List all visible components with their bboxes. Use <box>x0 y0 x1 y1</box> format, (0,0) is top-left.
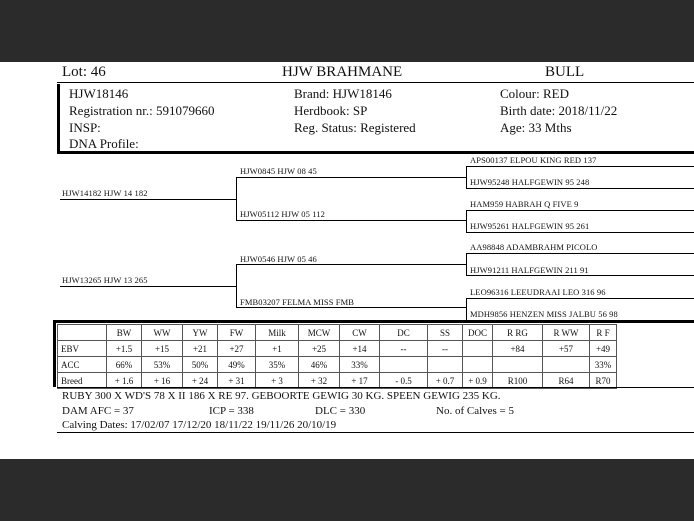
calving-dates: Calving Dates: 17/02/07 17/12/20 18/11/22 19/11/26 20/10/19 <box>62 419 337 431</box>
table-cell: R70 <box>590 373 617 389</box>
table-cell: + 31 <box>218 373 256 389</box>
table-cell: +84 <box>493 341 543 357</box>
sds-line <box>466 210 694 211</box>
table-cell: -- <box>428 341 463 357</box>
dam-line <box>60 286 236 287</box>
performance-top-border <box>53 320 694 323</box>
table-cell <box>428 357 463 373</box>
table-cell: + 32 <box>299 373 340 389</box>
pedigree-dam-sire: HJW0546 HJW 05 46 <box>240 254 317 264</box>
table-cell: R100 <box>493 373 543 389</box>
dd-bracket <box>466 298 467 320</box>
table-cell: EBV <box>58 341 107 357</box>
dsd-line <box>466 275 694 276</box>
pedigree-dam-dam: FMB03207 FELMA MISS FMB <box>240 297 355 307</box>
table-cell: + 24 <box>183 373 218 389</box>
table-cell: Breed <box>58 373 107 389</box>
table-cell: 33% <box>340 357 380 373</box>
registration-status: Reg. Status: Registered <box>294 120 416 135</box>
pedigree-dds: LEO96316 LEEUDRAAI LEO 316 96 <box>470 287 606 297</box>
table-cell: -- <box>380 341 428 357</box>
table-header: R F <box>590 325 617 341</box>
table-cell: + 0.7 <box>428 373 463 389</box>
table-header: Milk <box>256 325 299 341</box>
table-cell: + 1.6 <box>107 373 142 389</box>
pedigree-ddd: MDH9856 HENZEN MISS JALBU 56 98 <box>470 309 618 319</box>
pedigree-dam: HJW13265 HJW 13 265 <box>62 275 148 285</box>
pedigree-sheet <box>0 62 694 459</box>
animal-id: HJW18146 <box>69 86 129 101</box>
registration-number: Registration nr.: 591079660 <box>69 103 215 118</box>
dam-afc: DAM AFC = 37 <box>62 405 134 417</box>
colour: Colour: RED <box>500 86 569 101</box>
table-cell: +1 <box>256 341 299 357</box>
brand: Brand: HJW18146 <box>294 86 392 101</box>
table-header-row <box>58 325 617 341</box>
dd-line <box>236 307 466 308</box>
info-box-bottom-border <box>57 151 694 154</box>
age: Age: 33 Mths <box>500 120 572 135</box>
icp: ICP = 338 <box>209 405 254 417</box>
ds-line <box>236 264 466 265</box>
pedigree-sire-sire: HJW0845 HJW 08 45 <box>240 166 317 176</box>
insp-field: INSP: <box>69 120 101 135</box>
birth-date: Birth date: 2018/11/22 <box>500 103 618 118</box>
comments: RUBY 300 X WD'S 78 X II 186 X RE 97. GEBOORTE GEWIG 30 KG. SPEEN GEWIG 235 KG. <box>62 390 501 402</box>
pedigree-sire-dam: HJW05112 HJW 05 112 <box>240 209 325 219</box>
animal-sex: BULL <box>545 64 585 80</box>
info-box-left-border <box>57 84 60 154</box>
table-cell: ACC <box>58 357 107 373</box>
dna-profile: DNA Profile: <box>69 136 139 151</box>
table-cell: + 3 <box>256 373 299 389</box>
table-cell: 35% <box>256 357 299 373</box>
table-cell: +27 <box>218 341 256 357</box>
table-header: DC <box>380 325 428 341</box>
table-cell: +1.5 <box>107 341 142 357</box>
pedigree-sire: HJW14182 HJW 14 182 <box>62 188 148 198</box>
table-cell: +49 <box>590 341 617 357</box>
table-cell <box>380 357 428 373</box>
table-cell: 50% <box>183 357 218 373</box>
table-header: CW <box>340 325 380 341</box>
dss-line <box>466 253 694 254</box>
table-cell <box>463 341 493 357</box>
footer-bottom-divider <box>57 432 694 433</box>
table-header: R WW <box>543 325 590 341</box>
table-cell: +14 <box>340 341 380 357</box>
dlc: DLC = 330 <box>315 405 366 417</box>
table-header: FW <box>218 325 256 341</box>
table-cell: 46% <box>299 357 340 373</box>
table-header: DOC <box>463 325 493 341</box>
table-header: R RG <box>493 325 543 341</box>
ssd-line <box>466 188 694 189</box>
table-header <box>58 325 107 341</box>
pedigree-ssd: HJW95248 HALFGEWIN 95 248 <box>470 177 590 187</box>
table-header: WW <box>142 325 183 341</box>
performance-table <box>57 324 617 389</box>
table-cell: 53% <box>142 357 183 373</box>
table-cell: +15 <box>142 341 183 357</box>
lot-number: Lot: 46 <box>62 64 106 80</box>
table-cell <box>493 357 543 373</box>
table-cell <box>463 357 493 373</box>
table-cell: +25 <box>299 341 340 357</box>
table-header: BW <box>107 325 142 341</box>
table-header: YW <box>183 325 218 341</box>
pedigree-sss: APS00137 ELPOU KING RED 137 <box>470 155 597 165</box>
sire-line <box>60 199 236 200</box>
sire-bracket <box>236 177 237 221</box>
table-cell: + 16 <box>142 373 183 389</box>
performance-left-border <box>53 320 56 387</box>
dds-line <box>466 298 694 299</box>
footer-top-divider <box>57 387 694 388</box>
table-cell: +57 <box>543 341 590 357</box>
animal-name: HJW BRAHMANE <box>282 64 403 80</box>
table-row <box>58 341 617 357</box>
table-cell: 49% <box>218 357 256 373</box>
table-cell: + 0.9 <box>463 373 493 389</box>
herdbook: Herdbook: SP <box>294 103 368 118</box>
pedigree-dsd: HJW91211 HALFGEWIN 211 91 <box>470 265 589 275</box>
table-cell: 33% <box>590 357 617 373</box>
table-cell: 66% <box>107 357 142 373</box>
pedigree-sds: HAM959 HABRAH Q FIVE 9 <box>470 199 579 209</box>
table-cell <box>543 357 590 373</box>
table-cell: +21 <box>183 341 218 357</box>
table-header: SS <box>428 325 463 341</box>
sd-bracket <box>466 210 467 232</box>
table-cell: R64 <box>543 373 590 389</box>
header-divider <box>57 82 694 83</box>
ss-line <box>236 177 466 178</box>
table-header: MCW <box>299 325 340 341</box>
sdd-line <box>466 232 694 233</box>
table-row <box>58 357 617 373</box>
table-cell: - 0.5 <box>380 373 428 389</box>
dam-bracket <box>236 264 237 308</box>
ds-bracket <box>466 253 467 275</box>
number-of-calves: No. of Calves = 5 <box>436 405 514 417</box>
ss-bracket <box>466 166 467 188</box>
pedigree-dss: AA98848 ADAMBRAHM PICOLO <box>470 242 598 252</box>
pedigree-sdd: HJW95261 HALFGEWIN 95 261 <box>470 221 590 231</box>
sss-line <box>466 166 694 167</box>
sd-line <box>236 220 466 221</box>
table-cell: + 17 <box>340 373 380 389</box>
